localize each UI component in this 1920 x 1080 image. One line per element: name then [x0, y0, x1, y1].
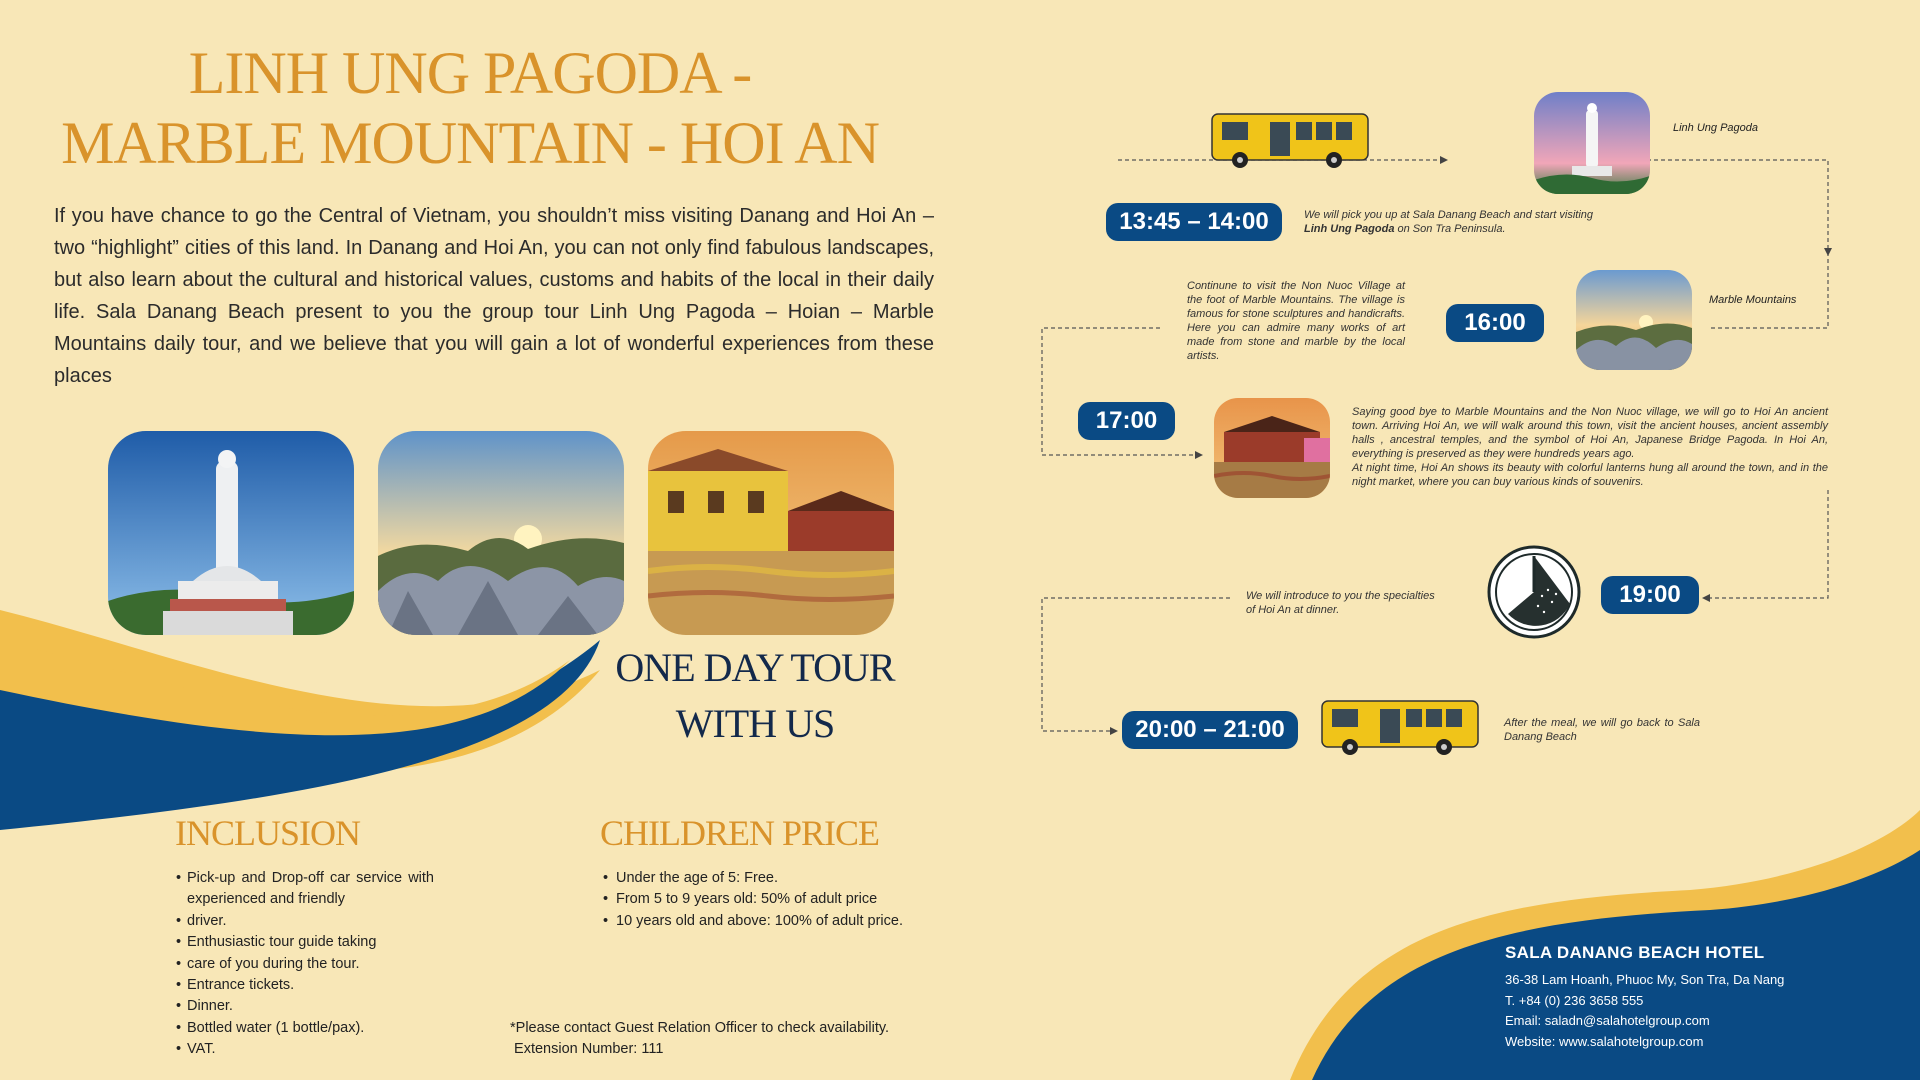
time-badge-5: 20:00 – 21:00 [1122, 711, 1298, 749]
list-item: • Pick-up and Drop-off car service with experienced and friendly [176, 868, 434, 911]
title-line-1: LINH UNG PAGODA - [188, 40, 752, 106]
hotel-name: SALA DANANG BEACH HOTEL [1505, 943, 1765, 962]
list-item: • Bottled water (1 bottle/pax). [176, 1018, 434, 1039]
stop-5-description: After the meal, we will go back to Sala Danang Beach [1504, 717, 1700, 743]
stop-4-description: We will introduce to you the specialties of Hoi An at dinner. [1246, 590, 1435, 616]
list-item: • VAT. [176, 1039, 434, 1060]
list-item: • Under the age of 5: Free. [603, 868, 943, 889]
photo-hoi-an [648, 431, 894, 635]
children-price-list [603, 868, 943, 932]
note-line-2: Extension Number: 111 [510, 1041, 664, 1057]
inclusion-list [176, 868, 434, 1061]
bus-icon [1210, 110, 1372, 170]
page-title [40, 38, 900, 178]
tagline-line-1: ONE DAY TOUR [615, 645, 895, 690]
clock-dish-icon [1486, 544, 1582, 640]
stop-2-description: Continune to visit the Non Nuoc Village at the foot of Marble Mountains. The village is famous for stone sculptures and handicrafts. Here you can admire many works of art made from stone and marble by the local artists. [1187, 280, 1405, 362]
list-item: • From 5 to 9 years old: 50% of adult price [603, 889, 943, 910]
time-badge-1: 13:45 – 14:00 [1106, 203, 1282, 241]
bus-icon [1320, 697, 1482, 757]
stop-1-description: We will pick you up at Sala Danang Beach and start visiting Linh Ung Pagoda on Son Tra Peninsula. [1304, 209, 1594, 235]
list-item: • Dinner. [176, 996, 434, 1017]
list-item: • 10 years old and above: 100% of adult price. [603, 911, 943, 932]
hotel-website[interactable]: Website: www.salahotelgroup.com [1505, 1033, 1704, 1049]
stop-3-description: Saying good bye to Marble Mountains and the Non Nuoc village, we will go to Hoi An ancient town. Arriving Hoi An, we will walk around this town, visit the ancient houses, ancient assembly halls , ancestral temples, and the symbol of Hoi An, Japanese Bridge Pagoda. In Hoi An, everything is preserved as they were hundreds years ago. At night time, Hoi An shows its beauty with colorful lanterns hung all around the town, and in the night market, where you can buy various kinds of souvenirs. [1352, 406, 1828, 488]
intro-paragraph: If you have chance to go the Central of Vietnam, you shouldn’t miss visiting Danang and Hoi An – two “highlight” cities of this land. In Danang and Hoi An, you can not only find fabulous landscapes, but also learn about the cultural and historical values, customs and habits of the local in their daily life. Sala Danang Beach present to you the group tour Linh Ung Pagoda – Hoian – Marble Mountains daily tour, and we believe that you will gain a lot of wonderful experiences from these places [54, 205, 934, 387]
list-item: • Enthusiastic tour guide taking [176, 932, 434, 953]
photo-hoi-an-small [1214, 398, 1330, 498]
photo-marble-mountains [378, 431, 624, 635]
list-item: • Entrance tickets. [176, 975, 434, 996]
note-line-1: *Please contact Guest Relation Officer to check availability. [510, 1020, 890, 1036]
time-badge-3: 17:00 [1078, 402, 1175, 440]
availability-note [510, 1018, 950, 1060]
list-item: • care of you during the tour. [176, 954, 434, 975]
hotel-email[interactable]: Email: saladn@salahotelgroup.com [1505, 1013, 1710, 1028]
hotel-address: 36-38 Lam Hoanh, Phuoc My, Son Tra, Da Nang [1505, 972, 1785, 987]
place-label-marble: Marble Mountains [1709, 294, 1797, 306]
hotel-phone: T. +84 (0) 236 3658 555 [1505, 992, 1644, 1008]
time-badge-2: 16:00 [1446, 304, 1544, 342]
children-price-title: CHILDREN PRICE [600, 813, 880, 853]
photo-marble-mountains-small [1576, 270, 1692, 370]
list-item: • driver. [176, 911, 434, 932]
tagline [600, 640, 910, 752]
inclusion-title: INCLUSION [175, 813, 360, 853]
photo-linh-ung-pagoda [108, 431, 354, 635]
place-label-linh-ung: Linh Ung Pagoda [1673, 122, 1759, 134]
time-badge-4: 19:00 [1601, 576, 1699, 614]
title-line-2: MARBLE MOUNTAIN - HOI AN [61, 110, 879, 176]
tagline-line-2: WITH US [675, 701, 835, 746]
hotel-contact [1505, 970, 1784, 1052]
photo-linh-ung-pagoda-small [1534, 92, 1650, 194]
